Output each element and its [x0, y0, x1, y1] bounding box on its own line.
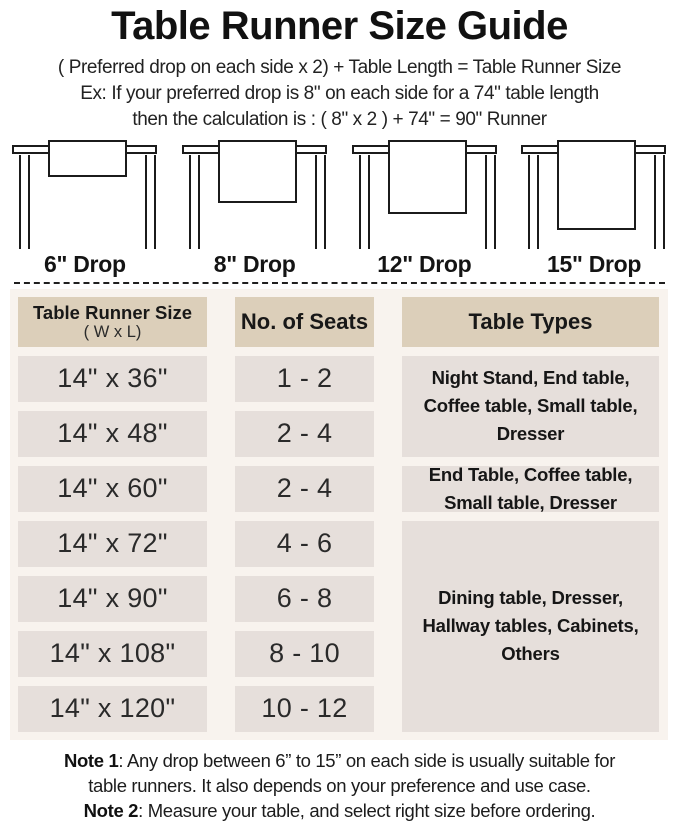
- column-header-runner-size-subtitle: ( W x L): [83, 322, 142, 341]
- size-guide-table: [10, 289, 668, 740]
- table-row-size-cell: 14" x 120": [18, 686, 207, 732]
- table-leg-right: [654, 155, 665, 249]
- table-row-seats-cell: 6 - 8: [235, 576, 374, 622]
- formula-text: ( Preferred drop on each side x 2) + Table Length = Table Runner Size: [57, 57, 622, 78]
- table-illustration-12in: [340, 137, 510, 249]
- column-header-seats: No. of Seats: [235, 297, 374, 347]
- notes-section: [0, 748, 679, 823]
- table-leg-left: [189, 155, 200, 249]
- drop-label-8in: 8" Drop: [213, 250, 296, 277]
- table-types-cell-small-tables: Night Stand, End table, Coffee table, Small table, Dresser: [402, 356, 659, 457]
- table-row-size-cell: 14" x 72": [18, 521, 207, 567]
- table-row-size-cell: 14" x 108": [18, 631, 207, 677]
- table-row-seats-cell: 2 - 4: [235, 411, 374, 457]
- table-row-size-cell: 14" x 48": [18, 411, 207, 457]
- page-title: Table Runner Size Guide: [111, 4, 568, 48]
- table-types-cell-medium-tables: End Table, Coffee table, Small table, Dresser: [402, 466, 659, 512]
- drop-label-15in: 15" Drop: [547, 250, 642, 277]
- drop-label-6in: 6" Drop: [44, 250, 126, 277]
- note-2: Note 2: Measure your table, and select right size before ordering.: [83, 799, 596, 821]
- runner-cloth-shape: [388, 140, 467, 214]
- table-row-size-cell: 14" x 90": [18, 576, 207, 622]
- column-header-table-types: Table Types: [402, 297, 659, 347]
- column-header-runner-size-title: Table Runner Size: [33, 301, 192, 323]
- note-2-label: Note 2: [83, 799, 139, 821]
- example-text-line2: then the calculation is : ( 8" x 2 ) + 74" = 90" Runner: [132, 109, 547, 131]
- table-illustration-6in: [0, 137, 170, 249]
- runner-cloth-shape: [48, 140, 127, 177]
- table-row-seats-cell: 2 - 4: [235, 466, 374, 512]
- column-header-runner-size: [18, 297, 207, 347]
- table-row-seats-cell: 8 - 10: [235, 631, 374, 677]
- table-row-seats-cell: 1 - 2: [235, 356, 374, 402]
- drop-label-12in: 12" Drop: [377, 250, 472, 277]
- note-1-label: Note 1: [63, 749, 119, 771]
- dashed-divider: [14, 282, 665, 284]
- drop-labels-row: [0, 251, 679, 278]
- table-row-size-cell: 14" x 60": [18, 466, 207, 512]
- table-leg-left: [359, 155, 370, 249]
- table-row-seats-cell: 4 - 6: [235, 521, 374, 567]
- runner-cloth-shape: [557, 140, 636, 230]
- drop-illustrations: [0, 137, 679, 249]
- table-leg-left: [528, 155, 539, 249]
- table-row-size-cell: 14" x 36": [18, 356, 207, 402]
- table-illustration-8in: [170, 137, 340, 249]
- table-types-cell-large-tables: Dining table, Dresser, Hallway tables, Cabinets, Others: [402, 521, 659, 732]
- note-1: Note 1: Any drop between 6” to 15” on each side is usually suitable for table runners. It also depends on your preference and use case.: [63, 749, 616, 796]
- table-leg-left: [19, 155, 30, 249]
- table-leg-right: [145, 155, 156, 249]
- example-text-line1: Ex: If your preferred drop is 8" on each side for a 74" table length: [80, 83, 599, 105]
- table-leg-right: [315, 155, 326, 249]
- table-illustration-15in: [509, 137, 679, 249]
- runner-cloth-shape: [218, 140, 297, 203]
- table-row-seats-cell: 10 - 12: [235, 686, 374, 732]
- table-leg-right: [485, 155, 496, 249]
